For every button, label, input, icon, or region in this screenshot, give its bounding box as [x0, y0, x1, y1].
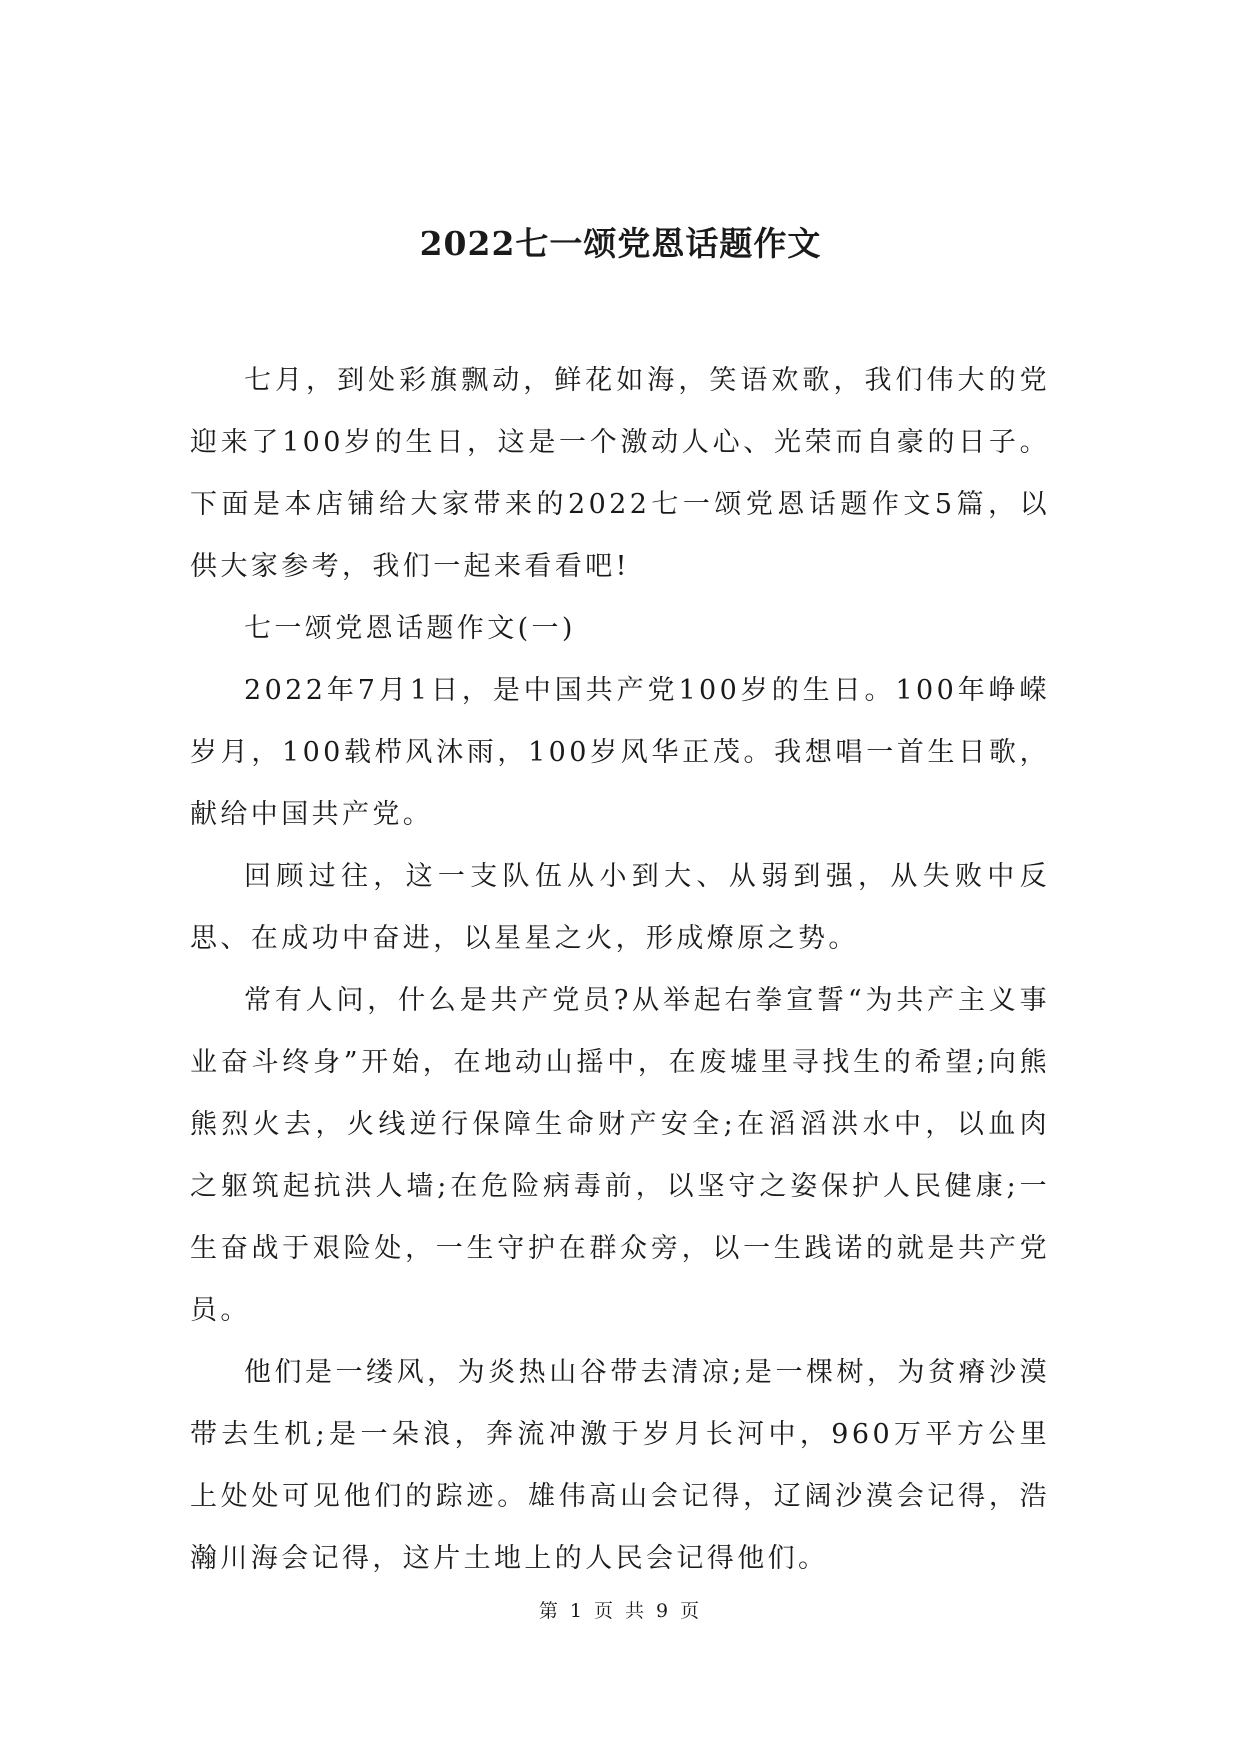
- paragraph: 回顾过往，这一支队伍从小到大、从弱到强，从失败中反思、在成功中奋进，以星星之火，形成燎原之势。: [190, 861, 1050, 954]
- page-number-footer: 第 1 页 共 9 页: [538, 1600, 703, 1622]
- document-body: [190, 350, 1050, 1590]
- paragraph: 他们是一缕风，为炎热山谷带去清凉;是一棵树，为贫瘠沙漠带去生机;是一朵浪，奔流冲激于岁月长河中，960万平方公里上处处可见他们的踪迹。雄伟高山会记得，辽阔沙漠会记得，浩瀚川海会记得，这片土地上的人民会记得他们。: [190, 1357, 1050, 1574]
- document-title: 2022七一颂党恩话题作文: [419, 224, 822, 263]
- paragraph: 常有人问，什么是共产党员?从举起右拳宣誓“为共产主义事业奋斗终身”开始，在地动山摇中，在废墟里寻找生的希望;向熊熊烈火去，火线逆行保障生命财产安全;在滔滔洪水中，以血肉之躯筑起抗洪人墙;在危险病毒前，以坚守之姿保护人民健康;一生奋战于艰险处，一生守护在群众旁，以一生践诺的就是共产党员。: [190, 985, 1050, 1326]
- section-heading: 七一颂党恩话题作文(一): [244, 613, 576, 644]
- paragraph: 2022年7月1日，是中国共产党100岁的生日。100年峥嵘岁月，100载栉风沐雨，100岁风华正茂。我想唱一首生日歌，献给中国共产党。: [190, 675, 1050, 830]
- paragraph-intro: 七月，到处彩旗飘动，鲜花如海，笑语欢歌，我们伟大的党迎来了100岁的生日，这是一个激动人心、光荣而自豪的日子。下面是本店铺给大家带来的2022七一颂党恩话题作文5篇，以供大家参考，我们一起来看看吧!: [190, 365, 1050, 582]
